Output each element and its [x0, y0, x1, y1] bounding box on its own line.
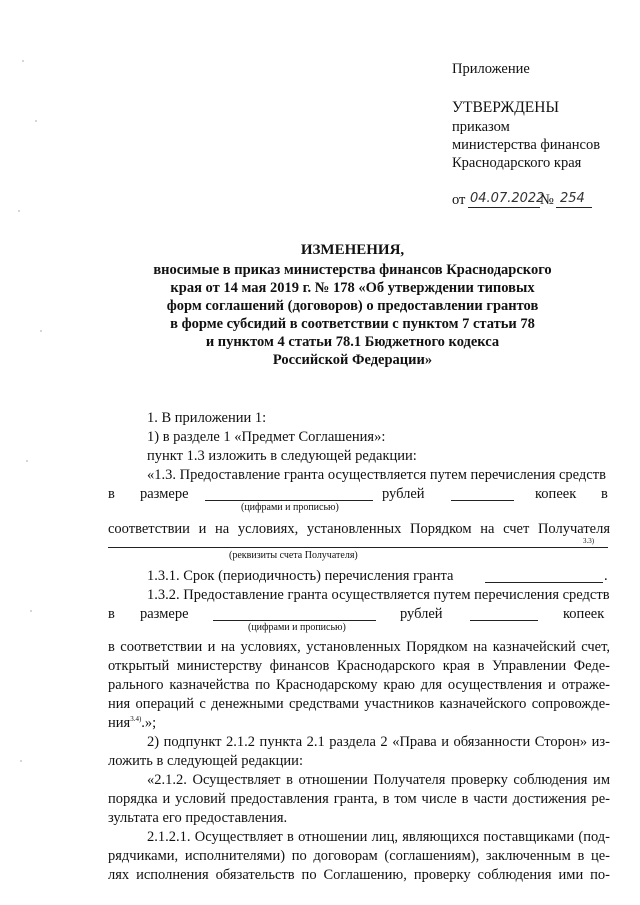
paragraph-2: 1) в разделе 1 «Предмет Соглашения»: [147, 429, 386, 445]
date-value: 04.07.2022 [470, 191, 545, 206]
footnote-3-4: 3.4) [130, 715, 142, 723]
paragraph-7: 1.3.2. Предоставление гранта осуществляется путем перечисления средств [147, 587, 610, 603]
account-blank [108, 547, 608, 548]
number-underline [556, 207, 592, 208]
approved-label: УТВЕРЖДЕНЫ [452, 99, 559, 116]
number-value: 254 [560, 191, 585, 206]
by-order-label: приказом [452, 119, 510, 135]
amount-row-2-rub: рублей [400, 606, 443, 622]
paragraph-8-line-2: открытый министерству финансов Краснодарского края в Управлении Феде- [108, 659, 610, 674]
paragraph-4: «1.3. Предоставление гранта осуществляется путем перечисления средств [147, 467, 606, 483]
amount-blank-1 [205, 500, 373, 501]
appendix-label: Приложение [452, 61, 530, 77]
period-blank [485, 582, 603, 583]
paragraph-9-line-2: ложить в следующей редакции: [108, 753, 303, 769]
paragraph-6-end: . [604, 568, 608, 584]
date-underline [468, 207, 540, 208]
paragraph-5: соответствии и на условиях, установленных Порядком на счет Получателя [108, 522, 610, 537]
scan-speck [35, 120, 37, 122]
title-line-2: края от 14 мая 2019 г. № 178 «Об утверждении типовых [170, 280, 535, 296]
date-prefix: от [452, 192, 466, 208]
paragraph-8-line-1: в соответствии и на условиях, установленных Порядком на казначейский счет, [108, 640, 610, 655]
amount-row-1-kop: копеек [535, 486, 577, 502]
scan-speck [26, 460, 28, 462]
title-line-4: в форме субсидий в соответствии с пунктом 7 статьи 78 [170, 316, 535, 332]
footnote-3-3: 3.3) [583, 537, 595, 545]
title-line-1: вносимые в приказ министерства финансов Краснодарского [153, 262, 552, 278]
scan-speck [30, 610, 32, 612]
paragraph-10-line-3: зультата его предоставления. [108, 810, 288, 826]
kopeck-blank-1 [451, 500, 514, 501]
kopeck-blank-2 [470, 620, 538, 621]
paragraph-11-line-2: рядчиками, исполнителями) по договорам (соглашениям), заключенным в це- [108, 849, 610, 864]
ministry-label: министерства финансов [452, 137, 601, 153]
paragraph-8-line-4: ния операций с денежными средствами участников казначейского сопровожде- [108, 697, 610, 712]
document-heading: ИЗМЕНЕНИЯ, [300, 242, 405, 258]
amount-row-1-size: размере [140, 486, 189, 502]
paragraph-9-line-1: 2) подпункт 2.1.2 пункта 2.1 раздела 2 «Права и обязанности Сторон» из- [147, 735, 610, 750]
paragraph-8-line-5 [108, 716, 156, 731]
amount-blank-2 [213, 620, 376, 621]
hint-account: (реквизиты счета Получателя) [229, 550, 358, 561]
region-label: Краснодарского края [452, 155, 582, 171]
hint-digits-1: (цифрами и прописью) [241, 502, 339, 513]
amount-row-2-kop: копеек [563, 606, 605, 622]
amount-row-2-v: в [108, 606, 115, 622]
amount-row-1-v2: в [601, 486, 608, 502]
amount-row-1-v: в [108, 486, 115, 502]
amount-row-1-rub: рублей [382, 486, 425, 502]
paragraph-1: 1. В приложении 1: [147, 410, 267, 426]
paragraph-8-end: .»; [141, 715, 157, 731]
number-prefix: № [540, 192, 554, 208]
title-line-5: и пунктом 4 статьи 78.1 Бюджетного кодекса [205, 334, 500, 350]
hint-digits-2: (цифрами и прописью) [248, 622, 346, 633]
paragraph-8-line-3: рального казначейства по Краснодарскому краю для осуществления и отраже- [108, 678, 610, 693]
title-line-3: форм соглашений (договоров) о предоставлении грантов [166, 298, 539, 314]
paragraph-10-line-2: порядка и условий предоставления гранта, в том числе в части достижения ре- [108, 792, 610, 807]
scan-speck [20, 760, 22, 762]
paragraph-8-tail: ния [108, 715, 131, 731]
scan-speck [22, 60, 24, 62]
paragraph-11-line-1: 2.1.2.1. Осуществляет в отношении лиц, являющихся поставщиками (под- [147, 830, 610, 845]
paragraph-3: пункт 1.3 изложить в следующей редакции: [147, 448, 417, 464]
title-line-6: Российской Федерации» [272, 352, 433, 368]
paragraph-10-line-1: «2.1.2. Осуществляет в отношении Получателя проверку соблюдения им [147, 773, 610, 788]
paragraph-6: 1.3.1. Срок (периодичность) перечисления гранта [147, 568, 454, 584]
paragraph-11-line-3: лях исполнения обязательств по Соглашению, проверку соблюдения ими по- [108, 868, 610, 883]
amount-row-2-size: размере [140, 606, 189, 622]
scan-speck [18, 210, 20, 212]
